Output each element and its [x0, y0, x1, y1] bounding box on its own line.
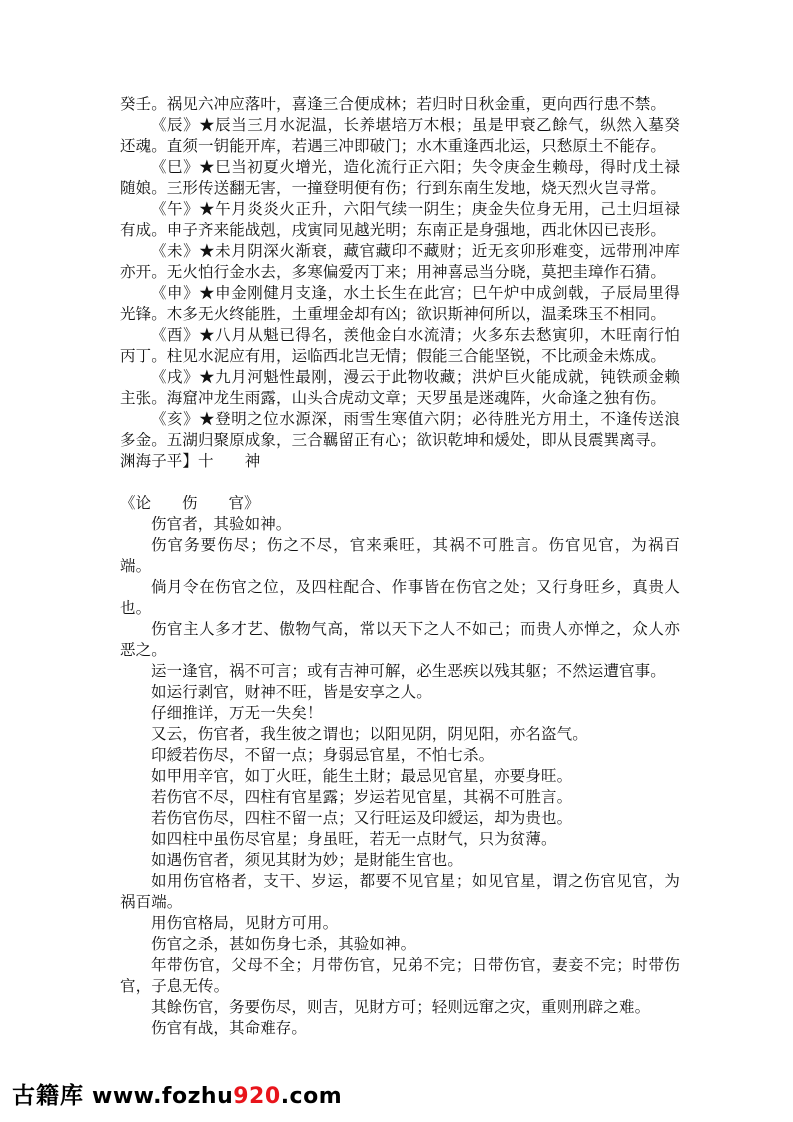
paragraph: 印綬若伤尽，不留一点；身弱忌官星，不怕七杀。 — [151, 746, 495, 764]
paragraph-wei: 《未》★未月阴深火渐衰，藏官藏印不藏财；近无亥卯形难变，远带刑冲库亦开。无火怕行金水去，多寒偏爱丙丁来；用神喜忌当分晓，莫把圭璋作石猜。 — [120, 242, 680, 281]
paragraph: 倘月令在伤官之位，及四柱配合、作事皆在伤官之处；又行身旺乡，真贵人也。 — [120, 578, 680, 617]
watermark-footer — [12, 1077, 342, 1113]
paragraph: 若伤官伤尽，四柱不留一点；又行旺运及印綬运，却为贵也。 — [151, 809, 573, 827]
paragraph: 如遇伤官者，须见其財为妙；是財能生官也。 — [151, 851, 464, 869]
blank-line — [120, 472, 680, 493]
paragraph-shen: 《申》★申金刚健月支逢，水土长生在此宫；巳午炉中成剑戟，子辰局里得光锋。木多无火终能胜，土重埋金却有凶；欲识斯神何所以，温柔珠玉不相同。 — [120, 284, 680, 323]
paragraph: 伤官之杀，甚如伤身七杀，其验如神。 — [151, 935, 417, 953]
paragraph: 如运行剥官，财神不旺，皆是安享之人。 — [151, 683, 432, 701]
paragraph-wu: 《午》★午月炎炎火正升，六阳气续一阴生；庚金失位身无用，己土归垣禄有成。申子齐来能战剋，戌寅同见越光明；东南正是身强地，西北休囚已丧形。 — [120, 200, 680, 239]
paragraph: 用伤官格局，见財方可用。 — [151, 914, 339, 932]
site-url — [92, 1084, 342, 1109]
paragraph-xu: 《戌》★九月河魁性最刚，漫云于此物收藏；洪炉巨火能成就，钝铁顽金赖主张。海窟冲龙生雨露，山头合虎动文章；天罗虽是迷魂阵，火命逢之独有伤。 — [120, 368, 680, 407]
paragraph: 伤官有战，其命难存。 — [151, 1019, 308, 1037]
paragraph: 癸壬。祸见六冲应落叶，喜逢三合便成林；若归时日秋金重，更向西行患不禁。 — [120, 95, 667, 113]
paragraph: 如用伤官格者，支干、岁运，都要不见官星；如见官星，谓之伤官见官，为祸百端。 — [120, 872, 680, 911]
paragraph: 仔细推详，万无一失矣！ — [151, 704, 323, 722]
site-url-prefix: www.fozhu — [92, 1084, 234, 1109]
paragraph: 运一逢官，祸不可言；或有吉神可解，必生恶疾以残其躯；不然运遭官事。 — [151, 662, 666, 680]
paragraph-chen: 《辰》★辰当三月水泥温，长养堪培万木根；虽是甲衰乙餘气，纵然入墓癸还魂。直须一钥能开库，若遇三冲即破门；水木重逢西北运，只愁原土不能存。 — [120, 116, 680, 155]
paragraph: 若伤官不尽，四柱有官星露；岁运若见官星，其祸不可胜言。 — [151, 788, 573, 806]
site-url-suffix: .com — [280, 1084, 343, 1109]
chapter-heading: 渊海子平】十 神 — [120, 452, 261, 470]
paragraph-si: 《巳》★巳当初夏火增光，造化流行正六阳；失令庚金生赖母，得时戊土禄随娘。三形传送翻无害，一撞登明便有伤；行到东南生发地，烧天烈火岂寻常。 — [120, 158, 680, 197]
paragraph-hai: 《亥》★登明之位水源深，雨雪生寒值六阴；必待胜光方用土，不逢传送浪多金。五湖归聚原成象，三合羈留正有心；欲识乾坤和煖处，即从艮震巽离寻。 — [120, 410, 680, 449]
paragraph: 如四柱中虽伤尽官星；身虽旺，若无一点財气，只为贫薄。 — [151, 830, 557, 848]
paragraph: 又云，伤官者，我生彼之谓也；以阳见阴，阴见阳，亦名盗气。 — [151, 725, 588, 743]
text-body — [120, 94, 680, 1039]
paragraph-you: 《酉》★八月从魁已得名，羡他金白水流清；火多东去愁寅卯，木旺南行怕丙丁。柱见水泥应有用，运临西北岂无情；假能三合能坚锐，不比顽金未炼成。 — [120, 326, 680, 365]
paragraph: 年带伤官，父母不全；月带伤官，兄弟不完；日带伤官，妻妾不完；时带伤官，子息无传。 — [120, 956, 680, 995]
section-title: 《论 伤 官》 — [120, 494, 260, 512]
site-brand: 古籍库 — [12, 1083, 84, 1109]
paragraph: 如甲用辛官，如丁火旺，能生土財；最忌见官星，亦要身旺。 — [151, 767, 573, 785]
paragraph: 其餘伤官，务要伤尽，则吉，见財方可；轻则远窜之灾，重则刑辟之难。 — [151, 998, 651, 1016]
site-url-highlight: 920 — [233, 1084, 281, 1109]
paragraph: 伤官者，其验如神。 — [151, 515, 292, 533]
paragraph: 伤官务要伤尽；伤之不尽，官来乘旺，其祸不可胜言。伤官见官，为祸百端。 — [120, 536, 680, 575]
paragraph: 伤官主人多才艺、傲物气高，常以天下之人不如己；而贵人亦惮之，众人亦恶之。 — [120, 620, 680, 659]
